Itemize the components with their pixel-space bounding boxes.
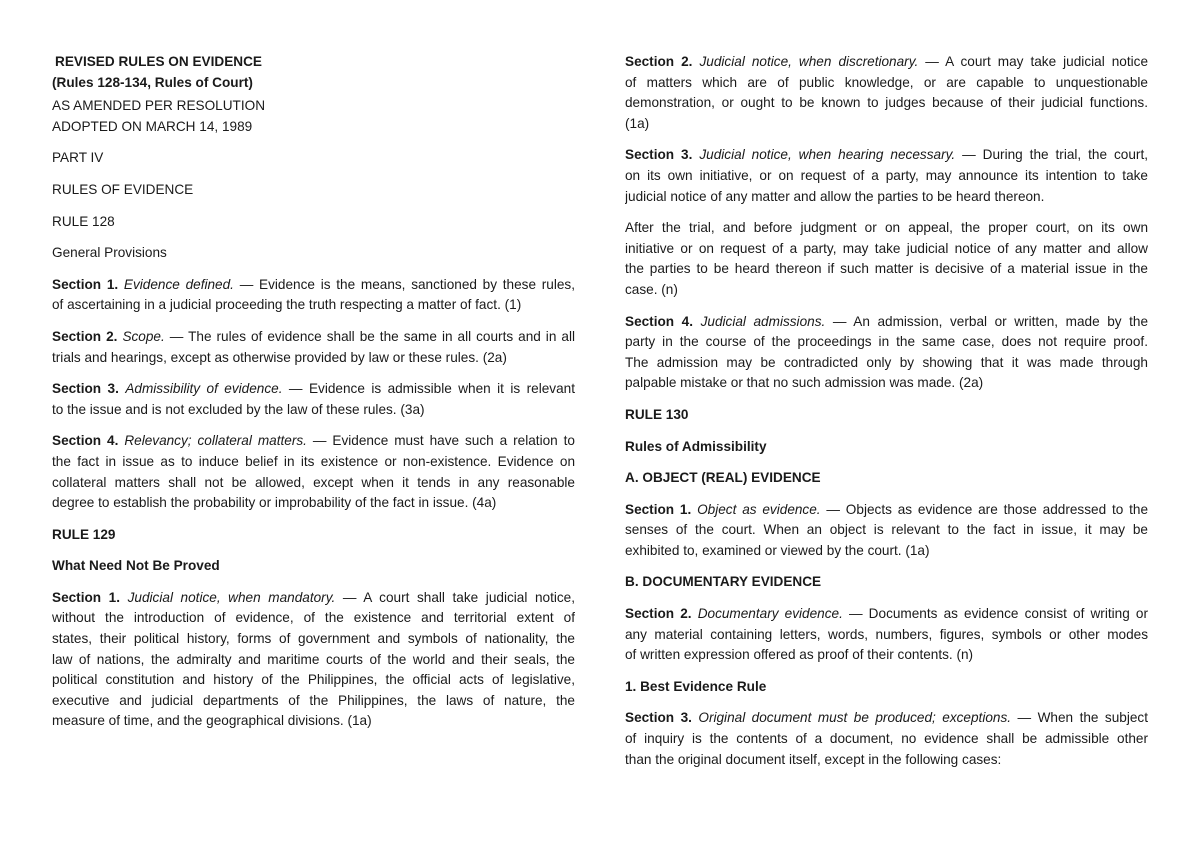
rule129-section-2: Section 2. Judicial notice, when discretionary. — A court may take judicial notice of matters which are of public knowledge, or are capable to unquestionable demonstration, or ought to be known to judges because of their judicial functions. (1a) (625, 54, 1148, 131)
rule128-section-1: Section 1. Evidence defined. — Evidence is the means, sanctioned by these rules, of ascertaining in a judicial proceeding the truth respecting a matter of fact. (1) (52, 276, 575, 313)
right-column (625, 52, 1148, 770)
rule-128-label: RULE 128 (52, 213, 115, 229)
rule129-section-1: Section 1. Judicial notice, when mandatory. — A court shall take judicial notice, without the introduction of evidence, of the existence and territorial extent of states, their political history, forms of government and symbols of nationality, the law of nations, the admiralty and maritime courts of the world and their seals, the political constitution and history of the Philippines, the official acts of legislative, executive and judicial departments of the Philippines, the laws of nature, the measure of time, and the geographical divisions. (1a) (52, 589, 575, 729)
what-need-not-be-proved-heading: What Need Not Be Proved (52, 558, 220, 574)
rule130-section-1: Section 1. Object as evidence. — Objects as evidence are those addressed to the senses of the court. When an object is relevant to the fact in issue, it may be exhibited to, examined or viewed by the court. (1a) (625, 501, 1148, 558)
rule-130-heading: RULE 130 (625, 406, 689, 422)
rule130-section-3: Section 3. Original document must be produced; exceptions. — When the subject of inquiry is the contents of a document, no evidence shall be admissible other than the original document itself, except in the following cases: (625, 710, 1148, 767)
rule128-section-3: Section 3. Admissibility of evidence. — Evidence is admissible when it is relevant to the issue and is not excluded by the law of these rules. (3a) (52, 381, 575, 417)
document-subtitle: (Rules 128-134, Rules of Court) (52, 74, 253, 90)
object-evidence-heading: A. OBJECT (REAL) EVIDENCE (625, 470, 821, 486)
part-label: PART IV (52, 150, 104, 166)
left-column (52, 52, 575, 732)
after-trial-paragraph: After the trial, and before judgment or on appeal, the proper court, on its own initiative or on request of a party, may take judicial notice of any matter and allow the parties to be heard thereon if such matter is decisive of a material issue in the case. (n) (625, 220, 1148, 297)
rule128-section-4: Section 4. Relevancy; collateral matters. — Evidence must have such a relation to the fact in issue as to induce belief in its existence or non-existence. Evidence on collateral matters shall not be allowed, except when it tends in any reasonable degree to establish the probability or improbability of the fact in issue. (4a) (52, 433, 575, 511)
rule129-section-3: Section 3. Judicial notice, when hearing necessary. — During the trial, the court, on its own initiative, or on request of a party, may announce its intention to take judicial notice of any matter and allow the parties to be heard thereon. (625, 147, 1148, 204)
best-evidence-rule-heading: 1. Best Evidence Rule (625, 678, 767, 694)
amendment-note-2: ADOPTED ON MARCH 14, 1989 (52, 118, 253, 134)
document-title: REVISED RULES ON EVIDENCE (55, 54, 262, 69)
rules-of-admissibility-heading: Rules of Admissibility (625, 438, 767, 454)
rules-of-evidence-label: RULES OF EVIDENCE (52, 181, 194, 197)
rule130-section-2: Section 2. Documentary evidence. — Documents as evidence consist of writing or any material containing letters, words, numbers, figures, symbols or other modes of written expression offered as proof of their contents. (n) (625, 606, 1148, 663)
documentary-evidence-heading: B. DOCUMENTARY EVIDENCE (625, 574, 822, 590)
rule-129-heading: RULE 129 (52, 526, 116, 542)
amendment-note-1: AS AMENDED PER RESOLUTION (52, 98, 266, 114)
rule128-section-2: Section 2. Scope. — The rules of evidence shall be the same in all courts and in all trials and hearings, except as otherwise provided by law or these rules. (2a) (52, 328, 575, 365)
general-provisions-label: General Provisions (52, 245, 167, 261)
rule129-section-4: Section 4. Judicial admissions. — An admission, verbal or written, made by the party in the course of the proceedings in the same case, does not require proof. The admission may be contradicted only by showing that it was made through palpable mistake or that no such admission was made. (2a) (625, 313, 1148, 391)
